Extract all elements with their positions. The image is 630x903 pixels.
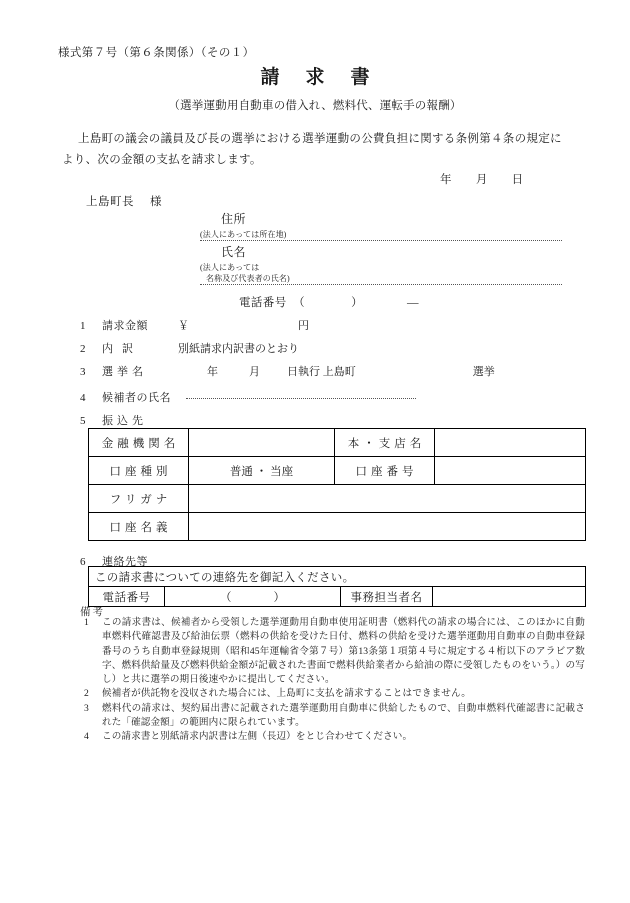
item1-label: 請求金額 bbox=[102, 320, 148, 332]
addressee-honorific: 様 bbox=[150, 196, 162, 208]
list-item bbox=[80, 616, 585, 687]
item3-election-suffix: 選挙 bbox=[472, 366, 495, 378]
item3-day-exec-label: 日執行 bbox=[287, 366, 320, 378]
address-label bbox=[221, 210, 246, 227]
remarks-title: 備考 bbox=[80, 607, 105, 618]
account-type-options[interactable]: 普通 ・ 当座 bbox=[189, 457, 335, 485]
addressee-line bbox=[86, 193, 162, 209]
name-note-line2: 名称及び代表者の氏名) bbox=[206, 274, 290, 283]
item3-number: 3 bbox=[80, 366, 86, 378]
item1-number: 1 bbox=[80, 320, 86, 332]
account-number-label: 口座番号 bbox=[335, 457, 435, 485]
intro-paragraph: 上島町の議会の議員及び長の選挙における選挙運動の公費負担に関する条例第４条の規定により、次の金額の支払を請求します。 bbox=[62, 133, 562, 166]
list-item bbox=[80, 687, 585, 701]
remark-number: 4 bbox=[84, 731, 89, 743]
bank-transfer-table bbox=[88, 428, 586, 541]
date-line bbox=[440, 171, 523, 187]
item1-unit: 円 bbox=[298, 320, 309, 332]
remark-number: 3 bbox=[84, 702, 89, 714]
remark-text: 燃料代の請求は、契約届出書に記載された選挙運動用自動車に供給したもので、自動車燃料代確認書に記載された「確認金額」の範囲内に限られています。 bbox=[102, 702, 585, 729]
table-row bbox=[89, 587, 586, 607]
item3-year-label: 年 bbox=[207, 366, 218, 378]
item3-month-label: 月 bbox=[249, 366, 260, 378]
account-holder-value[interactable] bbox=[189, 513, 586, 541]
date-day-label: 日 bbox=[511, 174, 524, 186]
item3-town: 上島町 bbox=[322, 366, 356, 378]
address-note: (法人にあっては所在地) bbox=[200, 230, 287, 239]
name-label-text: 氏名 bbox=[221, 245, 247, 259]
table-row bbox=[89, 513, 586, 541]
contact-instruction: この請求書についての連絡先を御記入ください。 bbox=[89, 567, 586, 587]
form-code: 様式第７号（第６条関係）（その１） bbox=[58, 47, 255, 59]
contact-phone-label: 電話番号 bbox=[89, 587, 165, 607]
item5-label: 振込先 bbox=[102, 415, 147, 427]
table-row bbox=[89, 485, 586, 513]
address-input-line[interactable] bbox=[200, 240, 562, 241]
phone-dash: ― bbox=[406, 297, 419, 309]
phone-label: 電話番号 bbox=[239, 297, 287, 309]
document-subtitle: （選挙運動用自動車の借入れ、燃料代、運転手の報酬） bbox=[168, 100, 462, 112]
item4-number: 4 bbox=[80, 392, 86, 404]
date-month-label: 月 bbox=[475, 174, 488, 186]
item-election-name bbox=[80, 363, 495, 379]
contact-staff-label: 事務担当者名 bbox=[341, 587, 433, 607]
item4-label: 候補者の氏名 bbox=[102, 392, 171, 404]
item6-number: 6 bbox=[80, 556, 86, 568]
contact-phone-value[interactable] bbox=[165, 587, 341, 607]
table-row bbox=[89, 457, 586, 485]
table-row bbox=[89, 567, 586, 587]
bank-institution-label: 金融機関名 bbox=[89, 429, 189, 457]
phone-open-paren: （ bbox=[293, 297, 306, 309]
candidate-name-input-line[interactable] bbox=[186, 398, 416, 399]
remark-text: この請求書は、候補者から受領した選挙運動用自動車使用証明書（燃料代の請求の場合には、このほかに自動車燃料代確認書及び給油伝票（燃料の供給を受けた日付、燃料の供給を受けた選挙運動用自動車の自動車登録番号のうち自動車登録規則（昭和45年運輸省令第７号）第13条第１項第４号に規定する４桁以下のアラビア数字、燃料供給量及び燃料供給金額が記載された書面で燃料供給業者から給油の際に受領したものをいう。）の写し）と共に選挙の期日後速やかに提出してください。 bbox=[102, 617, 585, 686]
document-title: 請求書 bbox=[260, 67, 396, 88]
contact-staff-value[interactable] bbox=[433, 587, 586, 607]
list-item bbox=[80, 730, 585, 744]
account-furigana-value[interactable] bbox=[189, 485, 586, 513]
table-row bbox=[89, 429, 586, 457]
applicant-phone-row bbox=[239, 294, 419, 310]
remarks-list bbox=[80, 616, 585, 745]
item-claim-amount bbox=[80, 317, 309, 333]
item1-currency: ￥ bbox=[178, 320, 189, 332]
addressee-name: 上島町長 bbox=[86, 196, 134, 208]
account-number-value[interactable] bbox=[435, 457, 586, 485]
remark-text: この請求書と別紙請求内訳書は左側（長辺）をとじ合わせてください。 bbox=[102, 731, 413, 743]
account-type-label: 口座種別 bbox=[89, 457, 189, 485]
item-candidate-name bbox=[80, 389, 171, 405]
phone-close-paren: ） bbox=[351, 297, 363, 309]
remark-number: 2 bbox=[84, 688, 89, 700]
account-holder-label: 口座名義 bbox=[89, 513, 189, 541]
contact-phone-close-paren: ） bbox=[273, 591, 285, 604]
bank-branch-value[interactable] bbox=[435, 429, 586, 457]
item2-label: 内訳 bbox=[102, 343, 142, 355]
name-note-line1: (法人にあっては bbox=[200, 263, 260, 272]
bank-institution-value[interactable] bbox=[189, 429, 335, 457]
item6-label: 連絡先等 bbox=[102, 556, 148, 568]
name-input-line[interactable] bbox=[200, 284, 562, 285]
item-bank-transfer bbox=[80, 412, 147, 428]
remark-number: 1 bbox=[84, 617, 89, 628]
account-furigana-label: フリガナ bbox=[89, 485, 189, 513]
item5-number: 5 bbox=[80, 415, 86, 427]
item-breakdown bbox=[80, 340, 299, 356]
date-year-label: 年 bbox=[440, 174, 452, 186]
item2-number: 2 bbox=[80, 343, 86, 355]
contact-table bbox=[88, 566, 586, 607]
item2-value: 別紙請求内訳書のとおり bbox=[178, 343, 299, 355]
contact-phone-open-paren: （ bbox=[220, 591, 232, 604]
bank-branch-label: 本・支店名 bbox=[335, 429, 435, 457]
item3-label: 選挙名 bbox=[102, 366, 147, 378]
address-label-text: 住所 bbox=[221, 212, 247, 226]
list-item bbox=[80, 702, 585, 731]
remark-text: 候補者が供託物を没収された場合には、上島町に支払を請求することはできません。 bbox=[102, 688, 471, 700]
name-label bbox=[221, 243, 246, 260]
